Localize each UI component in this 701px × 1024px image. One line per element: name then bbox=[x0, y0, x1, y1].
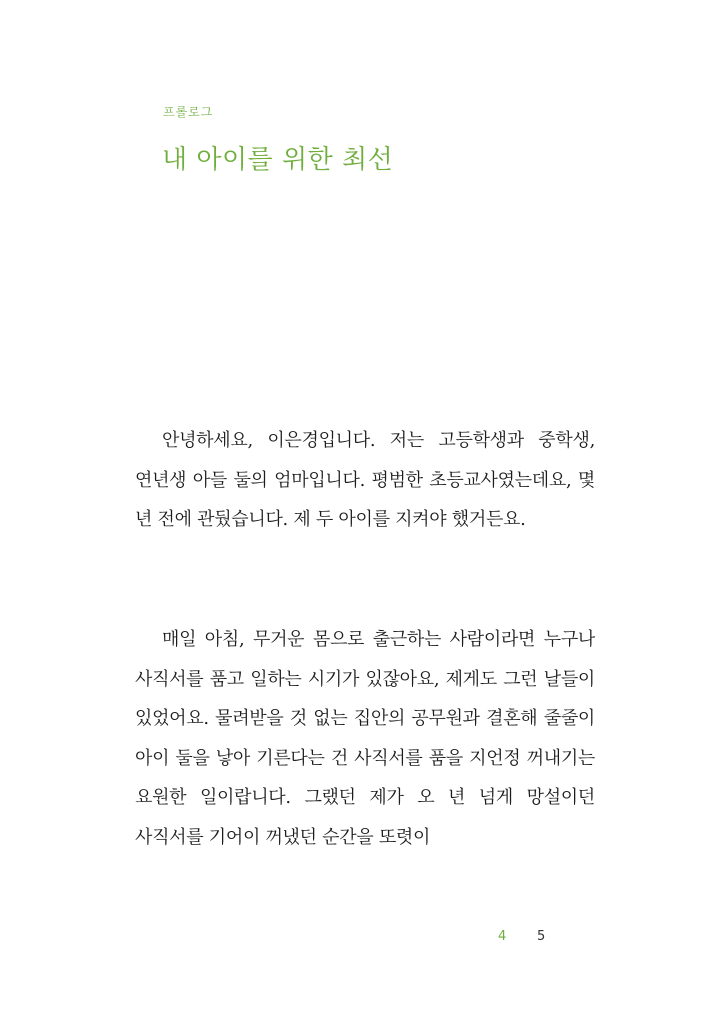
body-paragraph-2: 매일 아침, 무거운 몸으로 출근하는 사람이라면 누구나 사직서를 품고 일하는 시기가 있잖아요, 제게도 그런 날들이 있었어요. 물려받을 것 없는 집안의 공무원과 결혼해 줄줄이 아이 둘을 낳아 기른다는 건 사직서를 품을 지언정 꺼내기는 요원한 일이랍니다. 그랬던 제가 오 년 넘게 망설이던 사직서를 기어이 꺼냈던 순간을 또렷이 bbox=[135, 629, 595, 848]
body-paragraph-1: 안녕하세요, 이은경입니다. 저는 고등학생과 중학생, 연년생 아들 둘의 엄마입니다. 평범한 초등교사였는데요, 몇 년 전에 관뒀습니다. 제 두 아이를 지켜야 했거든요. bbox=[135, 430, 595, 530]
section-label: 프롤로그 bbox=[163, 105, 214, 119]
chapter-title: 내 아이를 위한 최선 bbox=[162, 145, 394, 175]
page-number-left: 4 bbox=[498, 929, 507, 944]
page-number-right: 5 bbox=[537, 929, 546, 944]
